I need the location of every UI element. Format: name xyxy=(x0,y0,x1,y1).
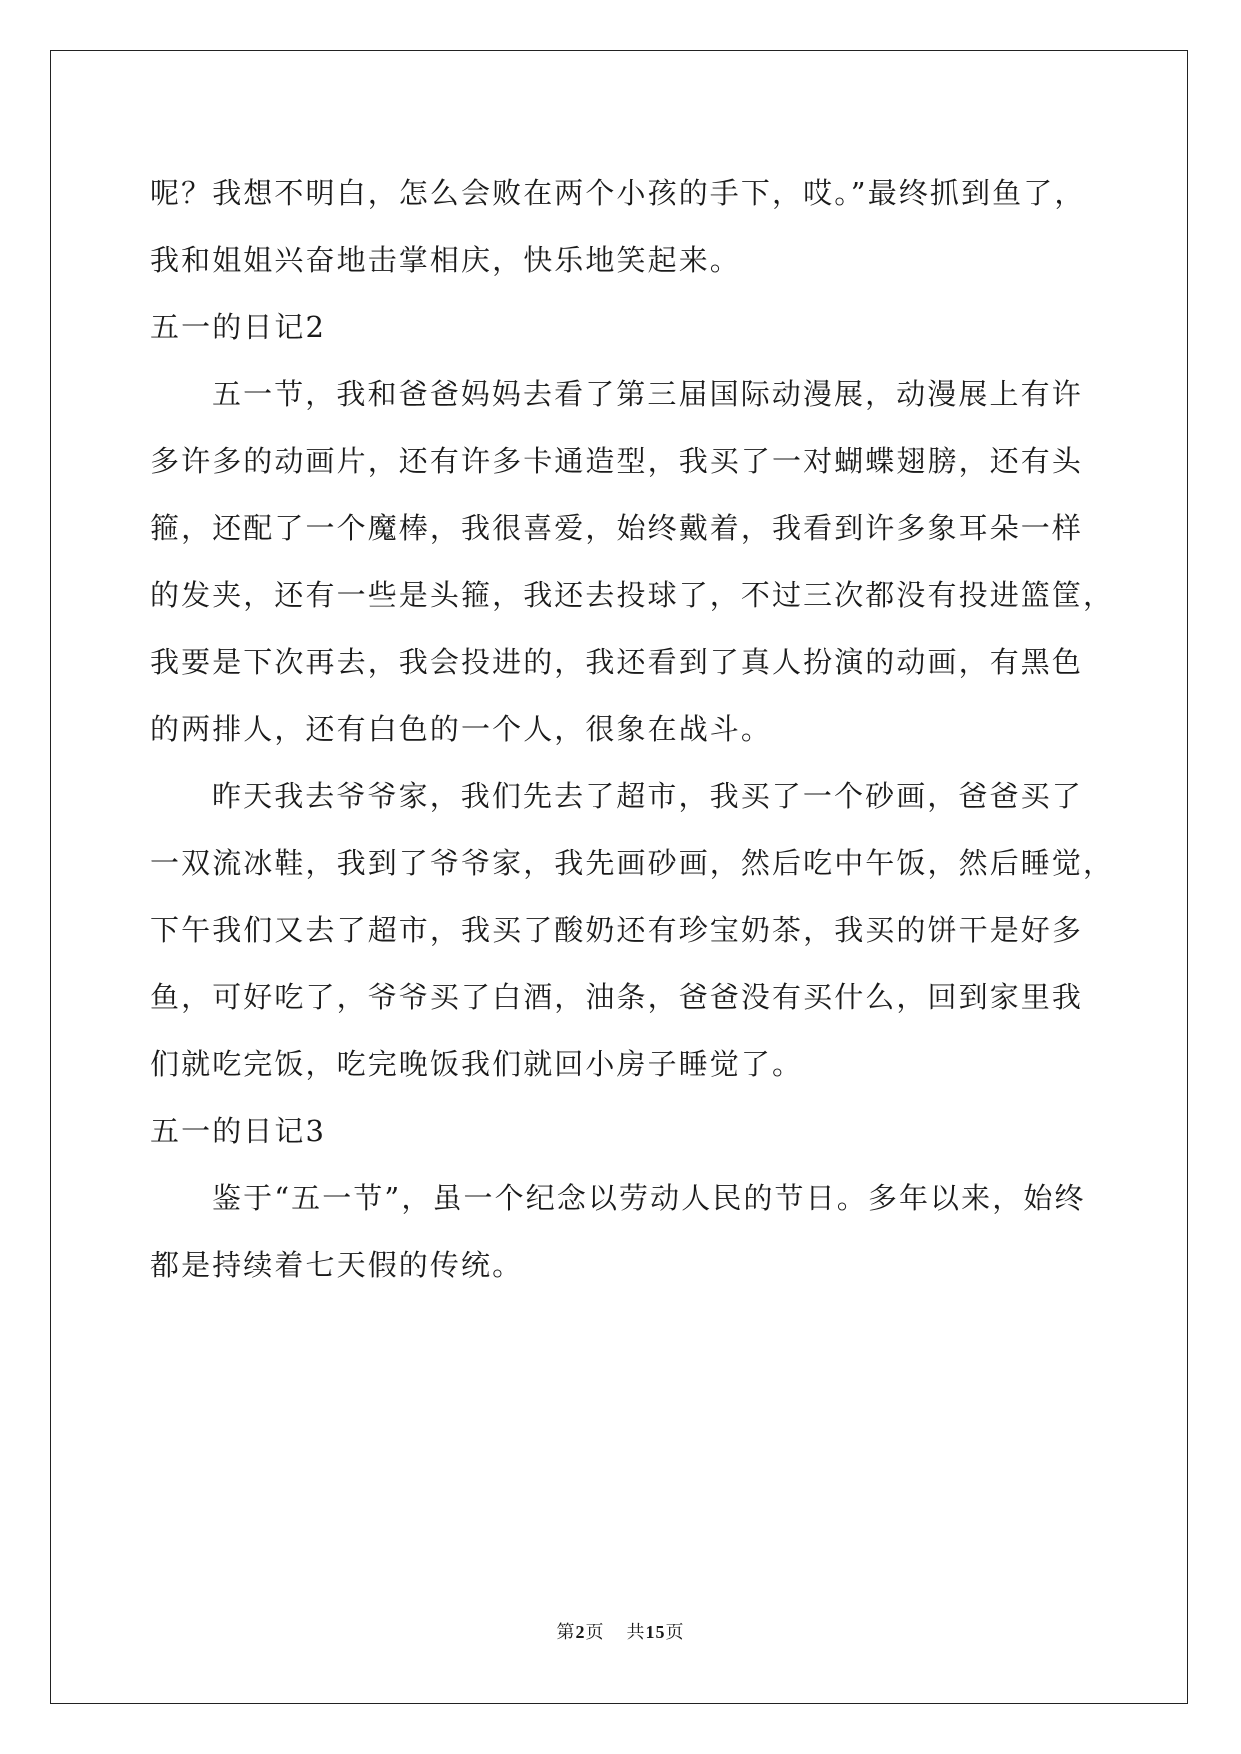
page-footer xyxy=(0,1618,1241,1644)
text-line-14: 们就吃完饭，吃完晚饭我们就回小房子睡觉了。 xyxy=(150,1047,804,1081)
text-line-16: 鉴于“五一节”，虽一个纪念以劳动人民的节日。多年以来，始终 xyxy=(212,1181,1086,1215)
text-line-8: 我要是下次再去，我会投进的，我还看到了真人扮演的动画，有黑色 xyxy=(150,645,1084,679)
section-heading-diary-3: 五一的日记3 xyxy=(150,1114,327,1148)
page-prefix: 第 xyxy=(556,1622,576,1643)
text-line-2: 我和姐姐兴奋地击掌相庆，快乐地笑起来。 xyxy=(150,243,741,277)
text-line-9: 的两排人，还有白色的一个人，很象在战斗。 xyxy=(150,712,773,746)
text-line-5: 多许多的动画片，还有许多卡通造型，我买了一对蝴蝶翅膀，还有头 xyxy=(150,444,1084,478)
total-suffix: 页 xyxy=(665,1622,685,1643)
text-line-7: 的发夹，还有一些是头箍，我还去投球了，不过三次都没有投进篮筐， xyxy=(150,578,1115,612)
section-heading-diary-2: 五一的日记2 xyxy=(150,310,327,344)
text-line-4: 五一节，我和爸爸妈妈去看了第三届国际动漫展，动漫展上有许 xyxy=(212,377,1083,411)
text-line-17: 都是持续着七天假的传统。 xyxy=(150,1248,524,1282)
page-suffix: 页 xyxy=(585,1622,605,1643)
total-pages: 15 xyxy=(645,1622,666,1642)
page-number: 2 xyxy=(575,1622,586,1642)
text-line-11: 一双流冰鞋，我到了爷爷家，我先画砂画，然后吃中午饭，然后睡觉， xyxy=(150,846,1115,880)
text-line-6: 箍，还配了一个魔棒，我很喜爱，始终戴着，我看到许多象耳朵一样 xyxy=(150,511,1084,545)
text-line-13: 鱼，可好吃了，爷爷买了白酒，油条，爸爸没有买什么，回到家里我 xyxy=(150,980,1084,1014)
total-prefix: 共 xyxy=(626,1622,646,1643)
text-line-12: 下午我们又去了超市，我买了酸奶还有珍宝奶茶，我买的饼干是好多 xyxy=(150,913,1084,947)
text-line-1: 呢？我想不明白，怎么会败在两个小孩的手下，哎。”最终抓到鱼了， xyxy=(150,176,1086,210)
document-body xyxy=(150,160,1115,1299)
text-line-10: 昨天我去爷爷家，我们先去了超市，我买了一个砂画，爸爸买了 xyxy=(212,779,1083,813)
